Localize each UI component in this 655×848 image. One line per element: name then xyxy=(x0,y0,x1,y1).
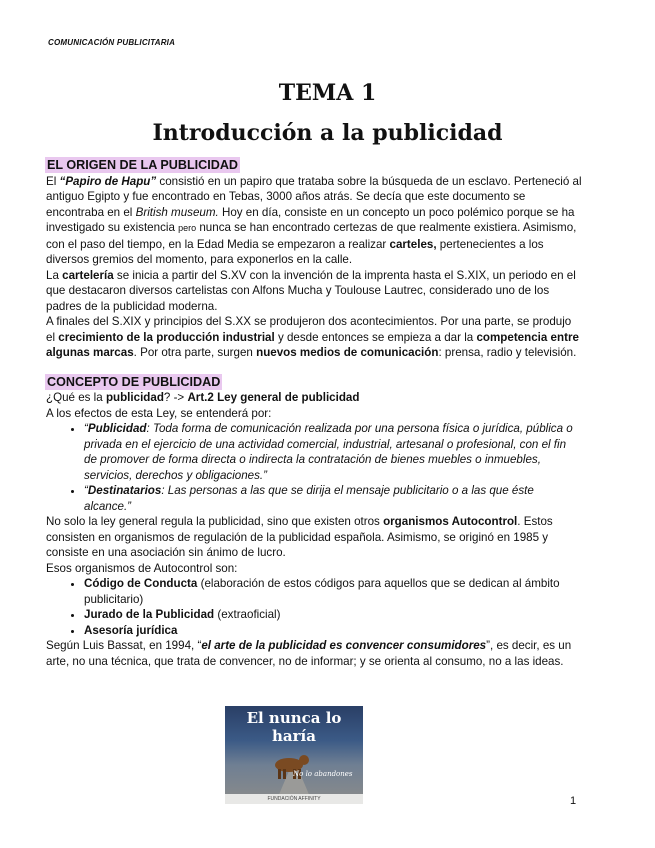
paragraph: La cartelería se inicia a partir del S.XV con la invención de la imprenta hasta el S.XIX, un periodo en el que destacaron diversos cartelistas con Alfons Mucha y Toulouse Lautrec, considerado uno de los padres de la publicidad moderna. xyxy=(46,268,576,313)
chapter-number: TEMA 1 xyxy=(278,80,377,106)
list-item: • Asesoría jurídica xyxy=(84,623,582,639)
paragraph: Según Luis Bassat, en 1994, “el arte de la publicidad es convencer consumidores”, es decir, es un arte, no una técnica, que trata de convencer, no de informar; y se orienta al consumo, no a las ideas. xyxy=(46,639,572,668)
page-title: Introducción a la publicidad xyxy=(152,120,503,146)
running-header: COMUNICACIÓN PUBLICITARIA xyxy=(48,38,176,47)
section-heading-concepto: CONCEPTO DE PUBLICIDAD xyxy=(47,374,221,389)
document-body xyxy=(46,157,582,669)
paragraph: Esos organismos de Autocontrol son: xyxy=(46,561,238,575)
list-item: • “Publicidad: Toda forma de comunicación realizada por una persona física o jurídica, pública o privada en el ejercicio de una actividad comercial, industrial, artesanal o profesional, con el fin de promover de forma directa o indirecta la contratación de bienes muebles o inmuebles, servicios, derechos y obligaciones.” xyxy=(84,421,582,483)
list-item: • Jurado de la Publicidad (extraoficial) xyxy=(84,607,582,623)
paragraph: A finales del S.XIX y principios del S.XX se produjeron dos acontecimientos. Por una parte, se produjo el crecimiento de la producción industrial y desde entonces se empieza a dar la competencia entre algunas marcas. Por otra parte, surgen nuevos medios de comunicación: prensa, radio y televisión. xyxy=(46,315,579,359)
organisms-list xyxy=(46,576,582,638)
paragraph: El “Papiro de Hapu” consistió en un papiro que trataba sobre la búsqueda de un esclavo. Perteneció al antiguo Egipto y fue encontrado en Tebas, 3000 años atrás. Se decía que este documento se encontraba en el British museum. Hoy en día, consiste en un concepto un poco polémico porque se ha investigado su existencia pero nunca se han encontrado certezas de que realmente existiera. Asimismo, con el paso del tiempo, en la Edad Media se empezaron a realizar carteles, pertenecientes a los diversos gremios del momento, para exponerlos en la calle. xyxy=(46,174,582,266)
list-item: • Código de Conducta (elaboración de estos códigos para aquellos que se dedican al ámbito publicitario) xyxy=(84,576,582,607)
page-number: 1 xyxy=(570,795,577,807)
poster-title: El nunca lo haría xyxy=(246,709,342,745)
paragraph: No solo la ley general regula la publicidad, sino que existen otros organismos Autocontrol. Estos consisten en organismos de regulación de la publicidad española. Asimismo, se originó en 1985 y consiste en una asociación sin ánimo de lucro. xyxy=(46,515,553,559)
paragraph: A los efectos de esta Ley, se entenderá por: xyxy=(46,406,272,420)
poster-caption: No lo abandones xyxy=(293,770,353,778)
section-heading-origen: EL ORIGEN DE LA PUBLICIDAD xyxy=(47,158,239,172)
list-item: • “Destinatarios: Las personas a las que se dirija el mensaje publicitario o a las que éste alcance.” xyxy=(84,483,582,514)
poster-footer: FUNDACIÓN AFFINITY xyxy=(225,794,363,804)
paragraph: ¿Qué es la publicidad? -> Art.2 Ley general de publicidad xyxy=(46,391,360,404)
definition-list xyxy=(46,421,582,514)
campaign-poster-image xyxy=(225,706,363,804)
